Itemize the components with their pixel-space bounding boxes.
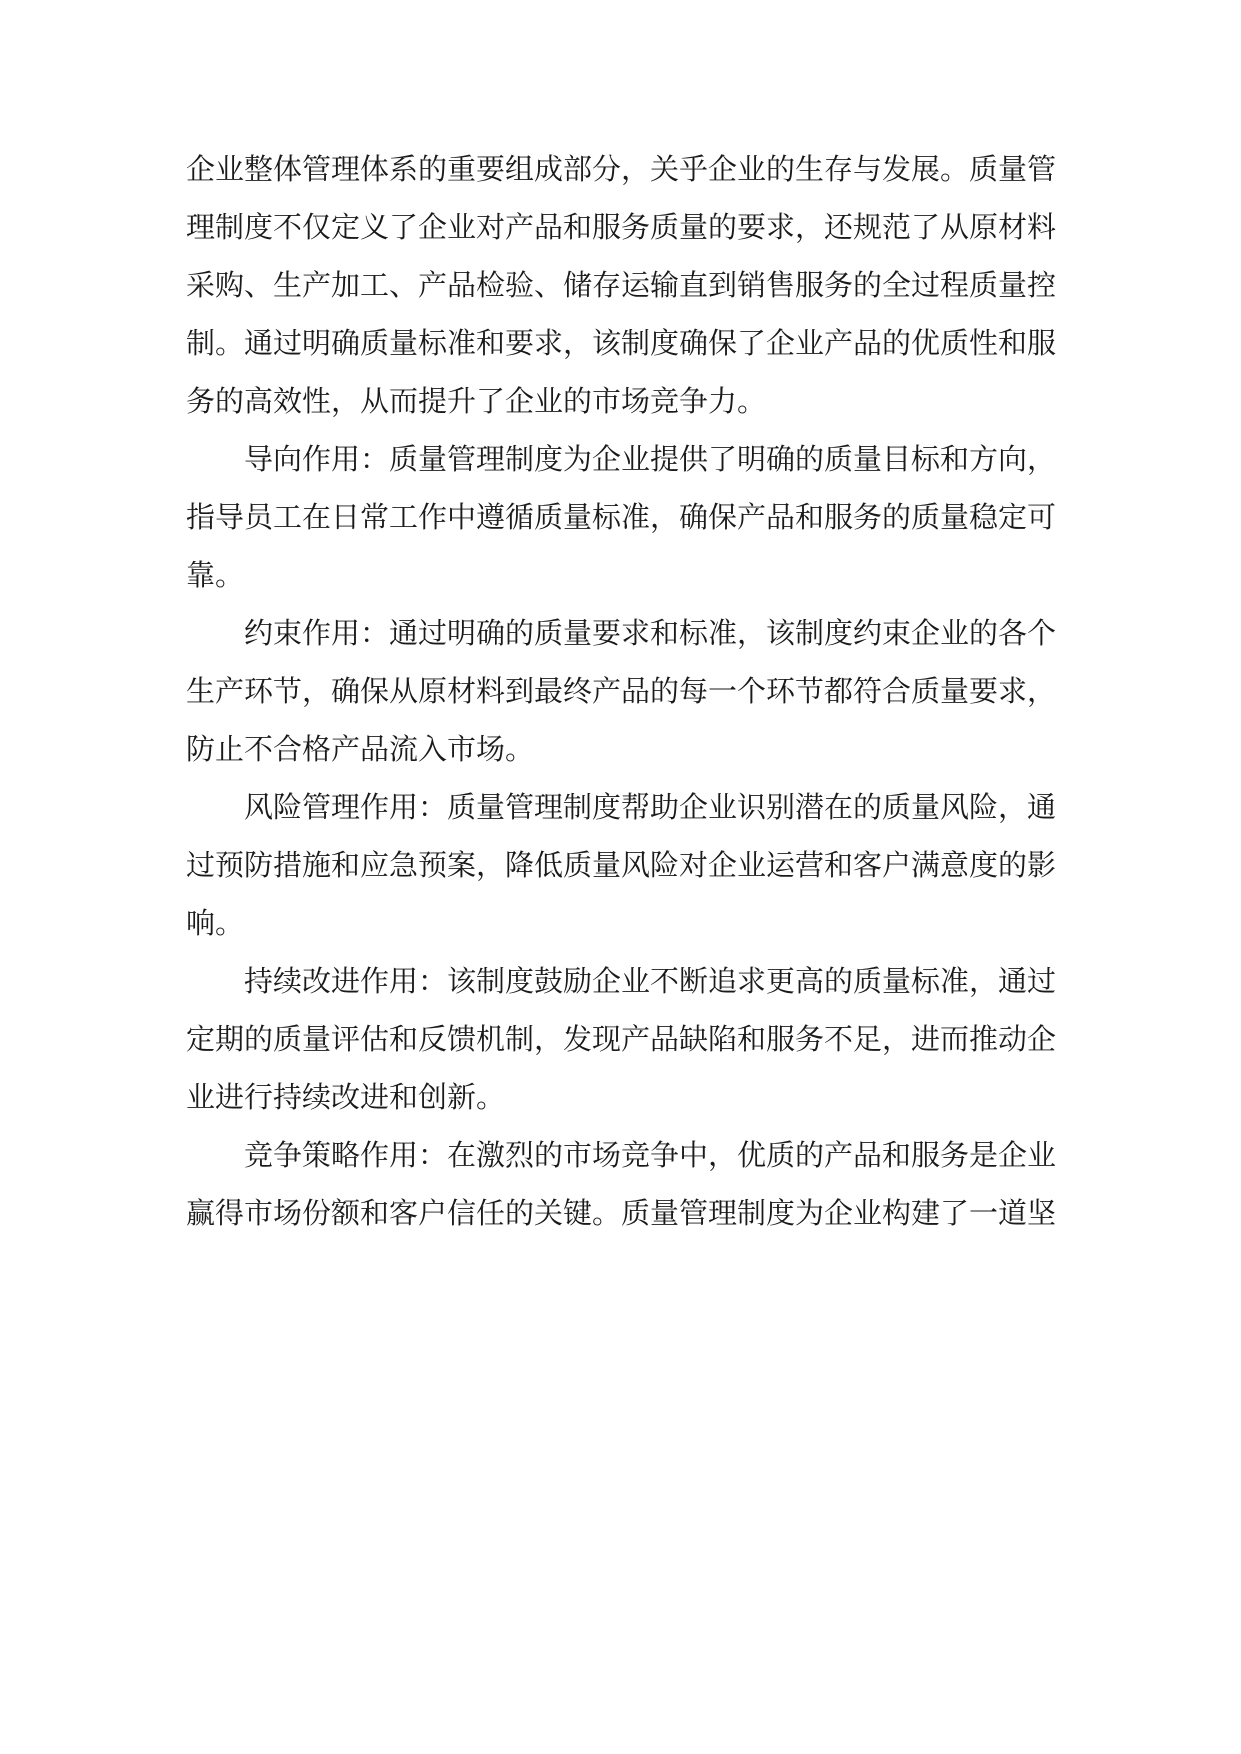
paragraph-constraint-role: 约束作用：通过明确的质量要求和标准，该制度约束企业的各个生产环节，确保从原材料到最终产品的每一个环节都符合质量要求，防止不合格产品流入市场。 bbox=[186, 616, 1057, 766]
paragraph-risk-management-role: 风险管理作用：质量管理制度帮助企业识别潜在的质量风险，通过预防措施和应急预案，降低质量风险对企业运营和客户满意度的影响。 bbox=[186, 790, 1057, 940]
paragraph-intro-continuation: 企业整体管理体系的重要组成部分，关乎企业的生存与发展。质量管理制度不仅定义了企业对产品和服务质量的要求，还规范了从原材料采购、生产加工、产品检验、储存运输直到销售服务的全过程质量控制。通过明确质量标准和要求，该制度确保了企业产品的优质性和服务的高效性，从而提升了企业的市场竞争力。 bbox=[186, 152, 1057, 418]
paragraph-guidance-role: 导向作用：质量管理制度为企业提供了明确的质量目标和方向，指导员工在日常工作中遵循质量标准，确保产品和服务的质量稳定可靠。 bbox=[186, 442, 1057, 592]
document-body bbox=[186, 140, 1056, 1242]
paragraph-competitive-strategy-role: 竞争策略作用：在激烈的市场竞争中，优质的产品和服务是企业赢得市场份额和客户信任的关键。质量管理制度为企业构建了一道坚 bbox=[186, 1138, 1057, 1230]
paragraph-continuous-improvement-role: 持续改进作用：该制度鼓励企业不断追求更高的质量标准，通过定期的质量评估和反馈机制，发现产品缺陷和服务不足，进而推动企业进行持续改进和创新。 bbox=[186, 964, 1057, 1114]
